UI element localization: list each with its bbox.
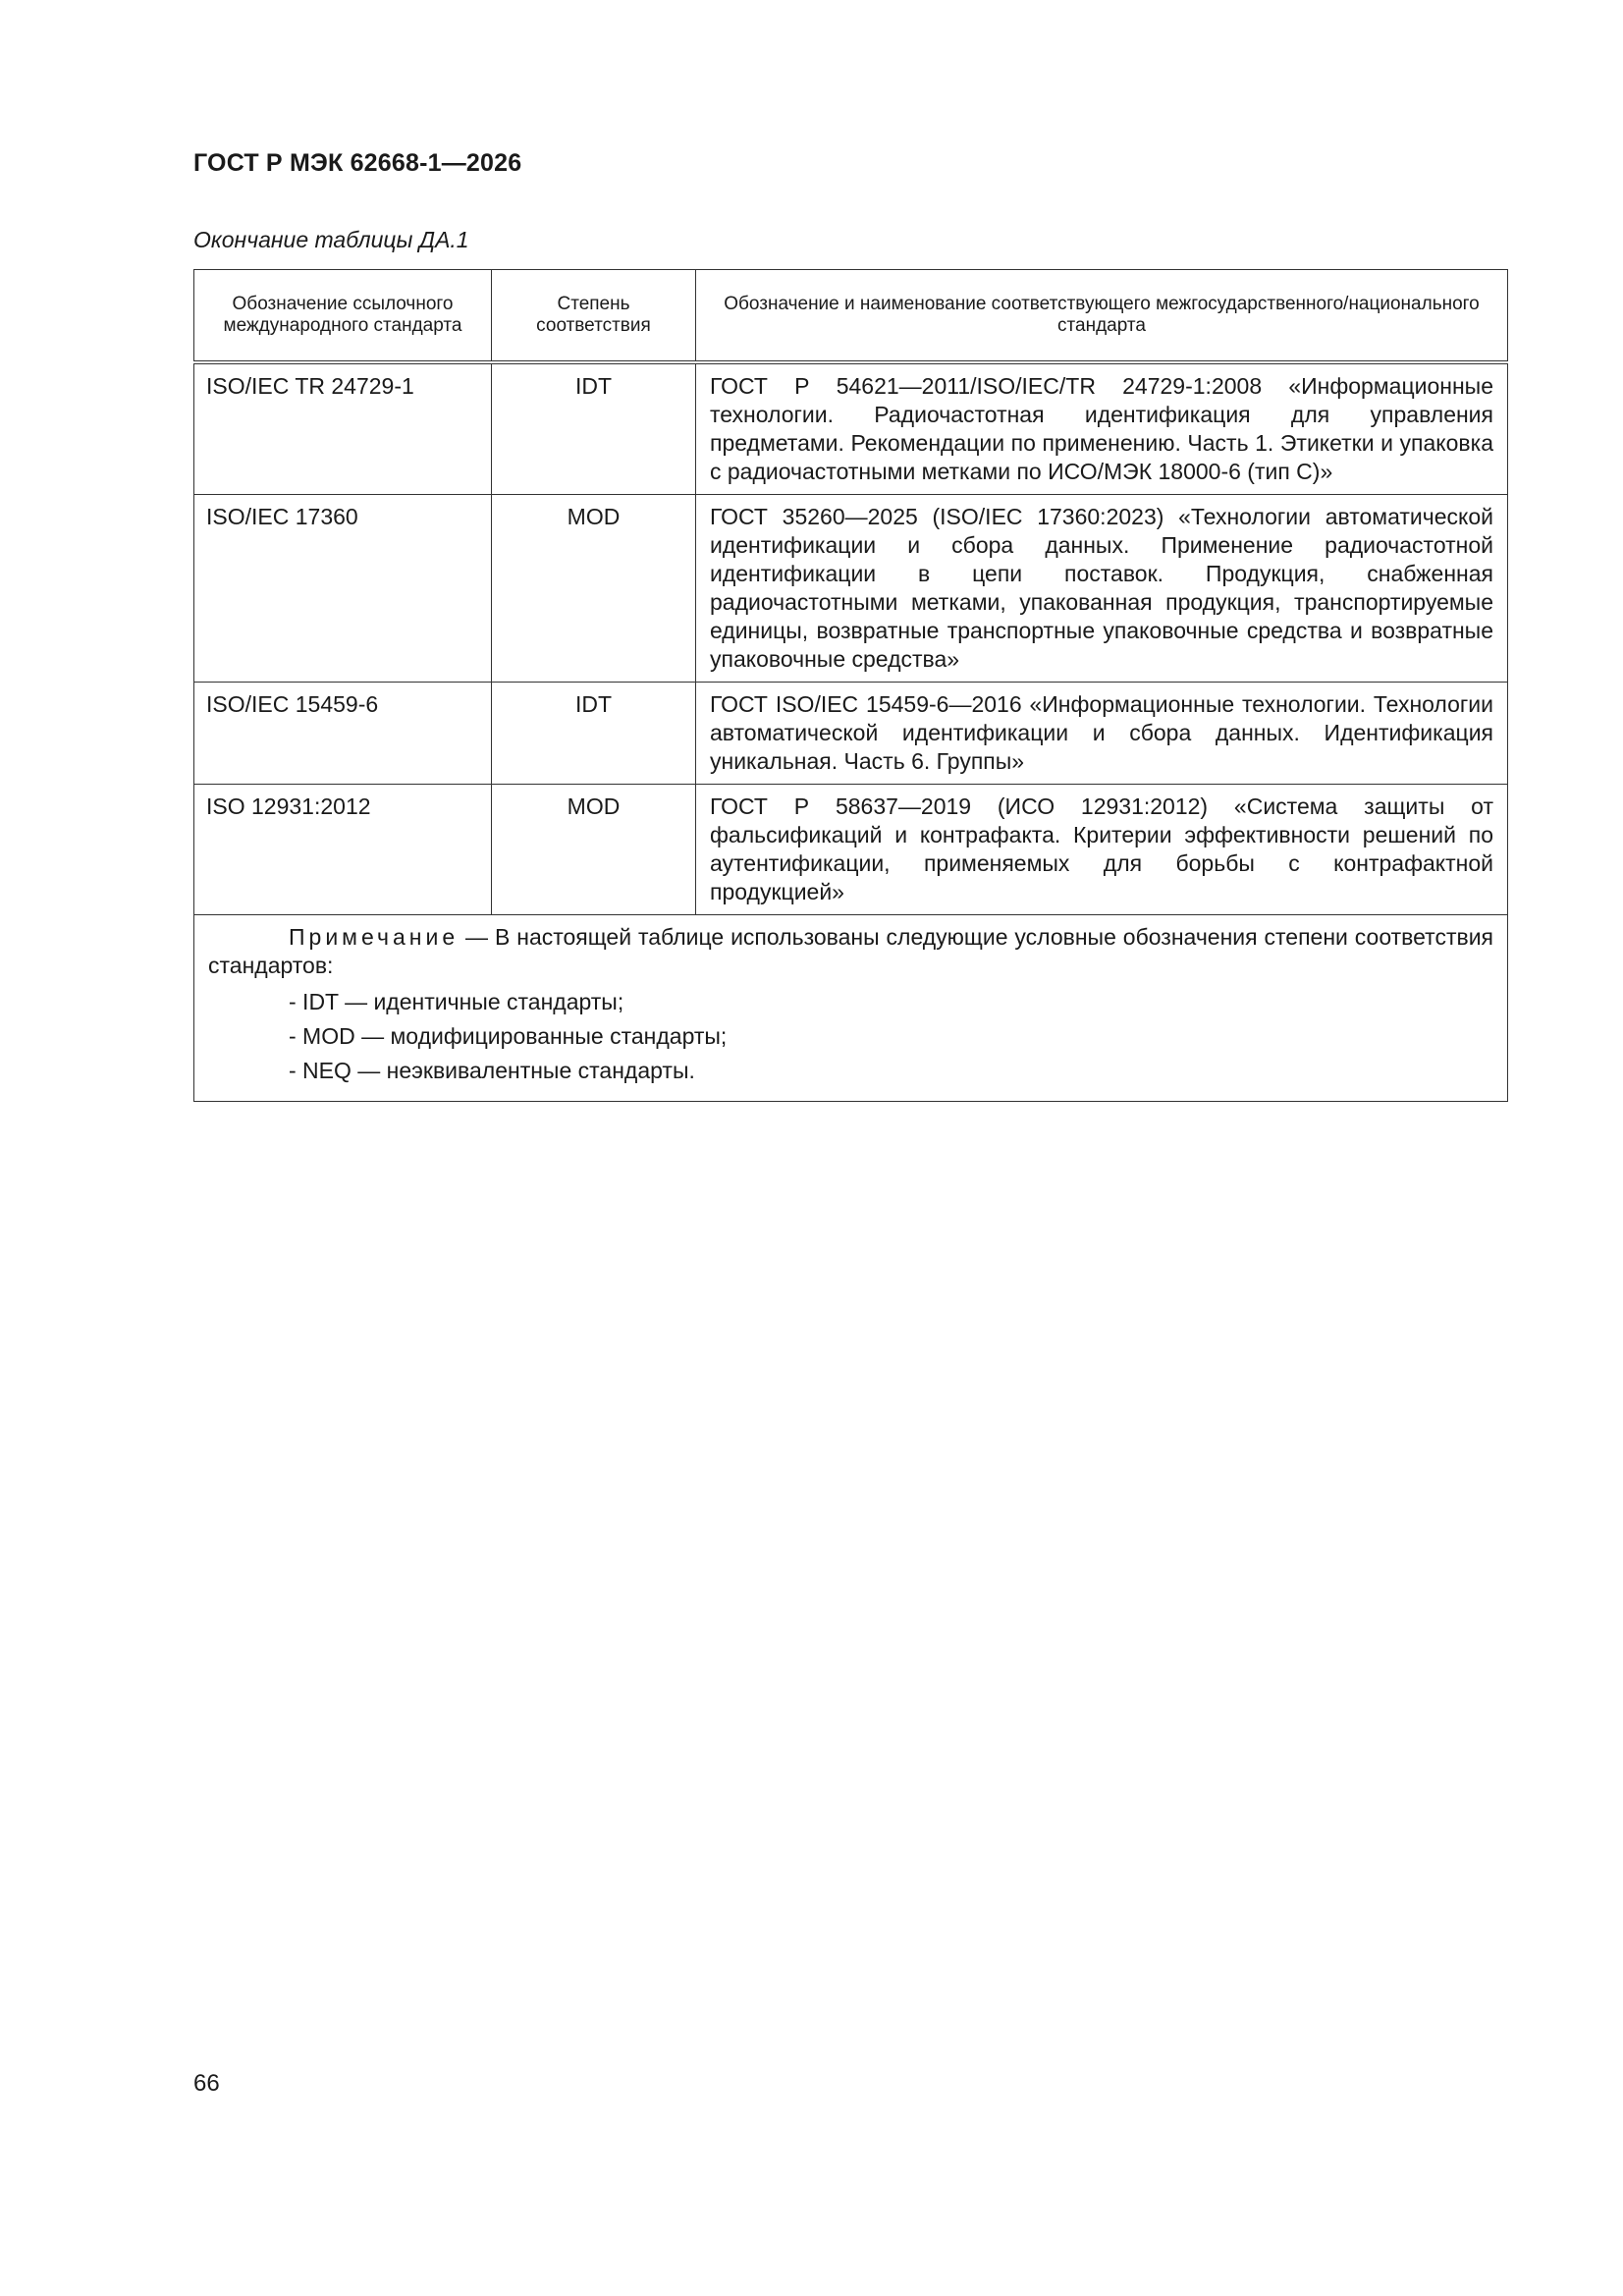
table-row: [194, 495, 1508, 683]
note-text: — В настоящей таблице использованы следующие условные обозначения степени соответствия стандартов:: [208, 924, 1493, 978]
national-standard-cell: ГОСТ 35260—2025 (ISO/IEC 17360:2023) «Технологии автоматической идентификации и сбора данных. Применение радиочастотной идентификации в цепи поставок. Продукция, снабженная радиочастотными метками, упакованная продукция, транспортируемые единицы, возвратные транспортные упаковочные средства и возвратные упаковочные средства»: [696, 495, 1508, 683]
document-header: ГОСТ Р МЭК 62668-1—2026: [193, 149, 522, 177]
column-header-degree: Степень соответствия: [492, 270, 696, 363]
note-legend-list: [208, 988, 1493, 1085]
table-row: [194, 683, 1508, 785]
degree-cell: IDT: [492, 362, 696, 495]
reference-standard-cell: ISO/IEC 17360: [194, 495, 492, 683]
national-standard-cell: ГОСТ Р 58637—2019 (ИСО 12931:2012) «Система защиты от фальсификаций и контрафакта. Критерии эффективности решений по аутентификации, применяемых для борьбы с контрафактной продукцией»: [696, 785, 1508, 915]
note-paragraph: [208, 923, 1493, 980]
national-standard-cell: ГОСТ Р 54621—2011/ISO/IEC/TR 24729-1:2008 «Информационные технологии. Радиочастотная идентификация для управления предметами. Рекомендации по применению. Часть 1. Этикетки и упаковка с радиочастотными метками по ИСО/МЭК 18000-6 (тип С)»: [696, 362, 1508, 495]
note-label: Примечание: [289, 924, 460, 950]
table-note-row: [194, 915, 1508, 1102]
table-row: [194, 785, 1508, 915]
degree-cell: MOD: [492, 495, 696, 683]
reference-standard-cell: ISO/IEC 15459-6: [194, 683, 492, 785]
list-item: - IDT — идентичные стандарты;: [289, 989, 624, 1014]
column-header-reference: Обозначение ссылочного международного стандарта: [194, 270, 492, 363]
list-item: - MOD — модифицированные стандарты;: [289, 1023, 728, 1049]
reference-standard-cell: ISO 12931:2012: [194, 785, 492, 915]
table-note: [194, 915, 1508, 1102]
national-standard-cell: ГОСТ ISO/IEC 15459-6—2016 «Информационные технологии. Технологии автоматической идентификации и сбора данных. Идентификация уникальная. Часть 6. Группы»: [696, 683, 1508, 785]
column-header-national: Обозначение и наименование соответствующего межгосударственного/национального стандарта: [696, 270, 1508, 363]
table-header-row: [194, 270, 1508, 363]
page-number: 66: [193, 2070, 220, 2097]
list-item: - NEQ — неэквивалентные стандарты.: [289, 1058, 695, 1083]
table-caption: Окончание таблицы ДА.1: [193, 227, 469, 252]
degree-cell: MOD: [492, 785, 696, 915]
correspondence-table: [193, 269, 1508, 1102]
degree-cell: IDT: [492, 683, 696, 785]
reference-standard-cell: ISO/IEC TR 24729-1: [194, 362, 492, 495]
table-row: [194, 362, 1508, 495]
